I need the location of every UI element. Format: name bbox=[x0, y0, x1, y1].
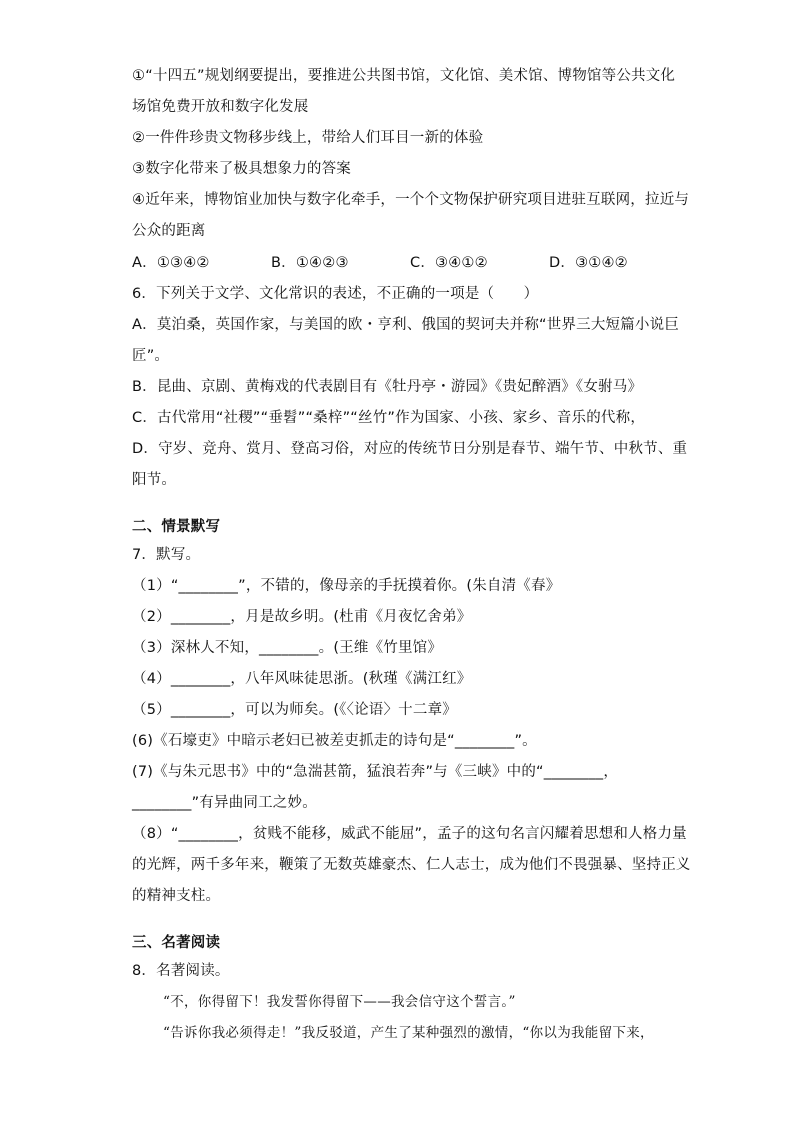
q7-item-2: （2）________，月是故乡明。(杜甫《月夜忆舍弟》 bbox=[132, 609, 472, 625]
sentence-3: ③数字化带来了极具想象力的答案 bbox=[132, 161, 351, 177]
q7-stem: 7．默写。 bbox=[132, 547, 201, 563]
excerpt-line-1: “不，你得留下！我发誓你得留下——我会信守这个誓言。” bbox=[163, 994, 516, 1010]
excerpt-line-2: “告诉你我必须得走！”我反驳道，产生了某种强烈的激情，“你以为我能留下来， bbox=[163, 1025, 654, 1041]
sentence-4-line-2: 公众的距离 bbox=[132, 223, 206, 239]
q8-stem: 8．名著阅读。 bbox=[132, 963, 230, 979]
q7-item-8-line-3: 的精神支柱。 bbox=[132, 888, 221, 904]
section-3-heading: 三、名著阅读 bbox=[132, 935, 221, 951]
section-2-heading: 二、情景默写 bbox=[132, 519, 221, 535]
sentence-1-line-1: ①“十四五”规划纲要提出，要推进公共图书馆，文化馆、美术馆、博物馆等公共文化 bbox=[132, 68, 676, 84]
q6-option-a-line-2: 匠”。 bbox=[132, 348, 170, 364]
q7-item-4: （4）________，八年风味徒思浙。(秋瑾《满江红》 bbox=[132, 671, 472, 687]
q5-option-a: A．①③④② bbox=[132, 255, 210, 271]
q6-stem: 6．下列关于文学、文化常识的表述，不正确的一项是（ ） bbox=[132, 286, 539, 302]
q5-option-c: C．③④①② bbox=[410, 255, 488, 271]
q5-option-d: D．③①④② bbox=[549, 255, 628, 271]
q6-option-c: C．古代常用“社稷”“垂髫”“桑梓”“丝竹”作为国家、小孩、家乡、音乐的代称， bbox=[132, 410, 646, 426]
q7-item-5: （5）________，可以为师矣。(《〈论语〉十二章》 bbox=[132, 702, 457, 718]
q6-option-b: B．昆曲、京剧、黄梅戏的代表剧目有《牡丹亭・游园》《贵妃醉酒》《女驸马》 bbox=[132, 379, 643, 395]
q7-item-3: （3）深林人不知，________。(王维《竹里馆》 bbox=[132, 640, 443, 656]
q7-item-1: （1）“________”，不错的，像母亲的手抚摸着你。(朱自清《春》 bbox=[132, 578, 561, 594]
q6-option-a-line-1: A．莫泊桑，英国作家，与美国的欧・亨利、俄国的契诃夫并称“世界三大短篇小说巨 bbox=[132, 317, 680, 333]
q7-item-7-line-2: ________”有异曲同工之妙。 bbox=[132, 795, 317, 811]
q7-item-6: (6)《石壕吏》中暗示老妇已被差吏抓走的诗句是“________”。 bbox=[132, 733, 537, 749]
q6-option-d-line-2: 阳节。 bbox=[132, 472, 177, 488]
q6-option-d-line-1: D．守岁、竞舟、赏月、登高习俗，对应的传统节日分别是春节、端午节、中秋节、重 bbox=[132, 441, 688, 457]
sentence-4-line-1: ④近年来，博物馆业加快与数字化牵手，一个个文物保护研究项目进驻互联网，拉近与 bbox=[132, 192, 690, 208]
q7-item-8-line-1: （8）“________，贫贱不能移，威武不能屈”，孟子的这句名言闪耀着思想和人格力量 bbox=[132, 826, 687, 842]
q5-option-b: B．①④②③ bbox=[271, 255, 349, 271]
q7-item-7-line-1: (7)《与朱元思书》中的“急湍甚箭，猛浪若奔”与《三峡》中的“________， bbox=[132, 764, 619, 780]
sentence-2: ②一件件珍贵文物移步线上，带给人们耳目一新的体验 bbox=[132, 130, 484, 146]
sentence-1-line-2: 场馆免费开放和数字化发展 bbox=[132, 99, 309, 115]
q7-item-8-line-2: 的光辉，两千多年来，鞭策了无数英雄豪杰、仁人志士，成为他们不畏强暴、坚持正义 bbox=[132, 857, 691, 873]
q5-options bbox=[132, 253, 688, 273]
